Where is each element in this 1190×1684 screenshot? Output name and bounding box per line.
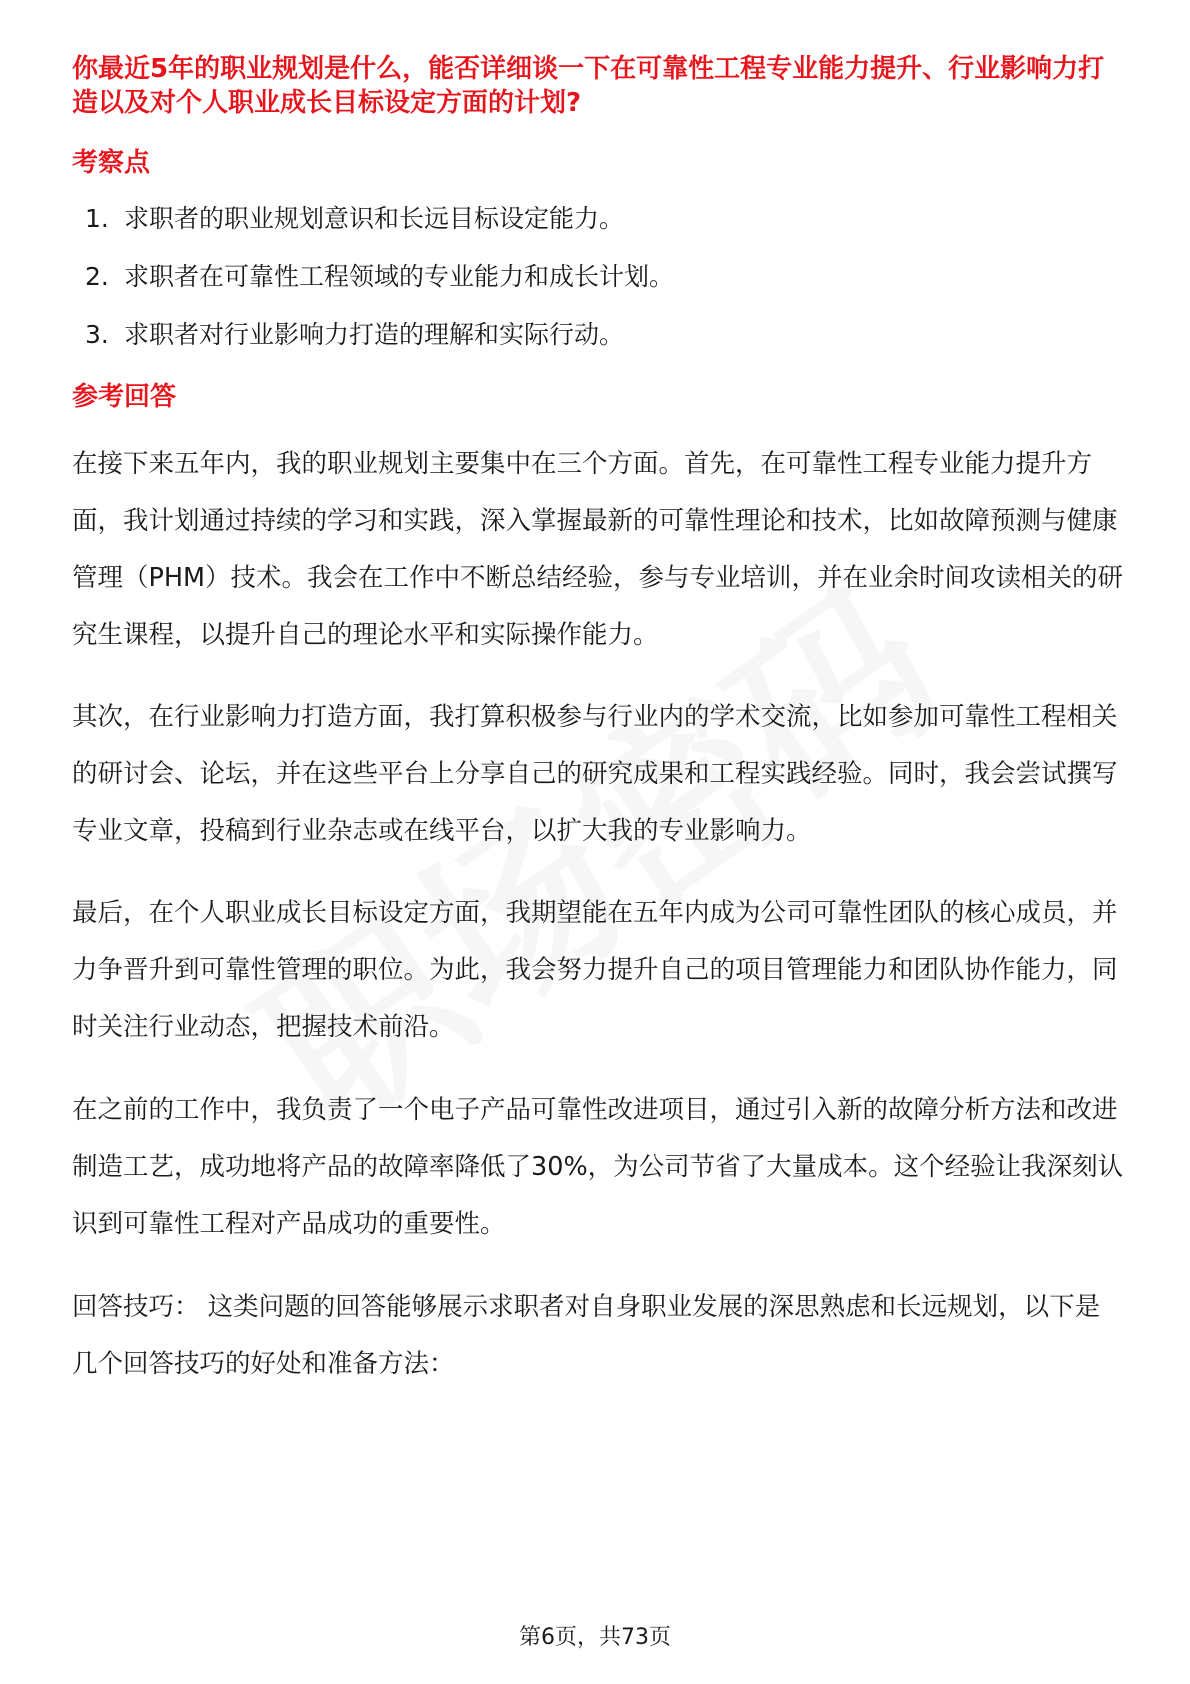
answer-paragraph: 最后，在个人职业成长目标设定方面，我期望能在五年内成为公司可靠性团队的核心成员，并力争晋升到可靠性管理的职位。为此，我会努力提升自己的项目管理能力和团队协作能力，同时关注行业动态，把握技术前沿。: [72, 898, 1118, 1042]
answer-tips-paragraph: 回答技巧： 这类问题的回答能够展示求职者对自身职业发展的深思熟虑和长远规划，以下是几个回答技巧的好处和准备方法：: [72, 1292, 1101, 1379]
question-title: 你最近5年的职业规划是什么，能否详细谈一下在可靠性工程专业能力提升、行业影响力打造以及对个人职业成长目标设定方面的计划?: [72, 54, 1105, 118]
answer-paragraph: 在接下来五年内，我的职业规划主要集中在三个方面。首先，在可靠性工程专业能力提升方面，我计划通过持续的学习和实践，深入掌握最新的可靠性理论和技术，比如故障预测与健康管理（PHM）技术。我会在工作中不断总结经验，参与专业培训，并在业余时间攻读相关的研究生课程，以提升自己的理论水平和实际操作能力。: [72, 449, 1124, 650]
answer-paragraph: 其次，在行业影响力打造方面，我打算积极参与行业内的学术交流，比如参加可靠性工程相关的研讨会、论坛，并在这些平台上分享自己的研究成果和工程实践经验。同时，我会尝试撰写专业文章，投稿到行业杂志或在线平台，以扩大我的专业影响力。: [72, 702, 1118, 846]
list-number: 1.: [85, 204, 109, 233]
list-number: 3.: [85, 320, 109, 349]
list-text: 求职者在可靠性工程领域的专业能力和成长计划。: [124, 262, 675, 291]
list-text: 求职者对行业影响力打造的理解和实际行动。: [124, 320, 625, 349]
list-item: [72, 202, 1124, 236]
list-item: [72, 260, 1124, 294]
document-page: [72, 52, 1124, 1393]
page-number-footer: 第6页，共73页: [519, 1625, 671, 1650]
points-list: [72, 202, 1124, 352]
list-text: 求职者的职业规划意识和长远目标设定能力。: [124, 204, 625, 233]
list-number: 2.: [85, 262, 109, 291]
answer-heading: 参考回答: [72, 382, 177, 412]
list-item: [72, 318, 1124, 352]
answer-paragraph: 在之前的工作中，我负责了一个电子产品可靠性改进项目，通过引入新的故障分析方法和改进制造工艺，成功地将产品的故障率降低了30%，为公司节省了大量成本。这个经验让我深刻认识到可靠性工程对产品成功的重要性。: [72, 1095, 1124, 1239]
points-heading: 考察点: [72, 148, 151, 178]
